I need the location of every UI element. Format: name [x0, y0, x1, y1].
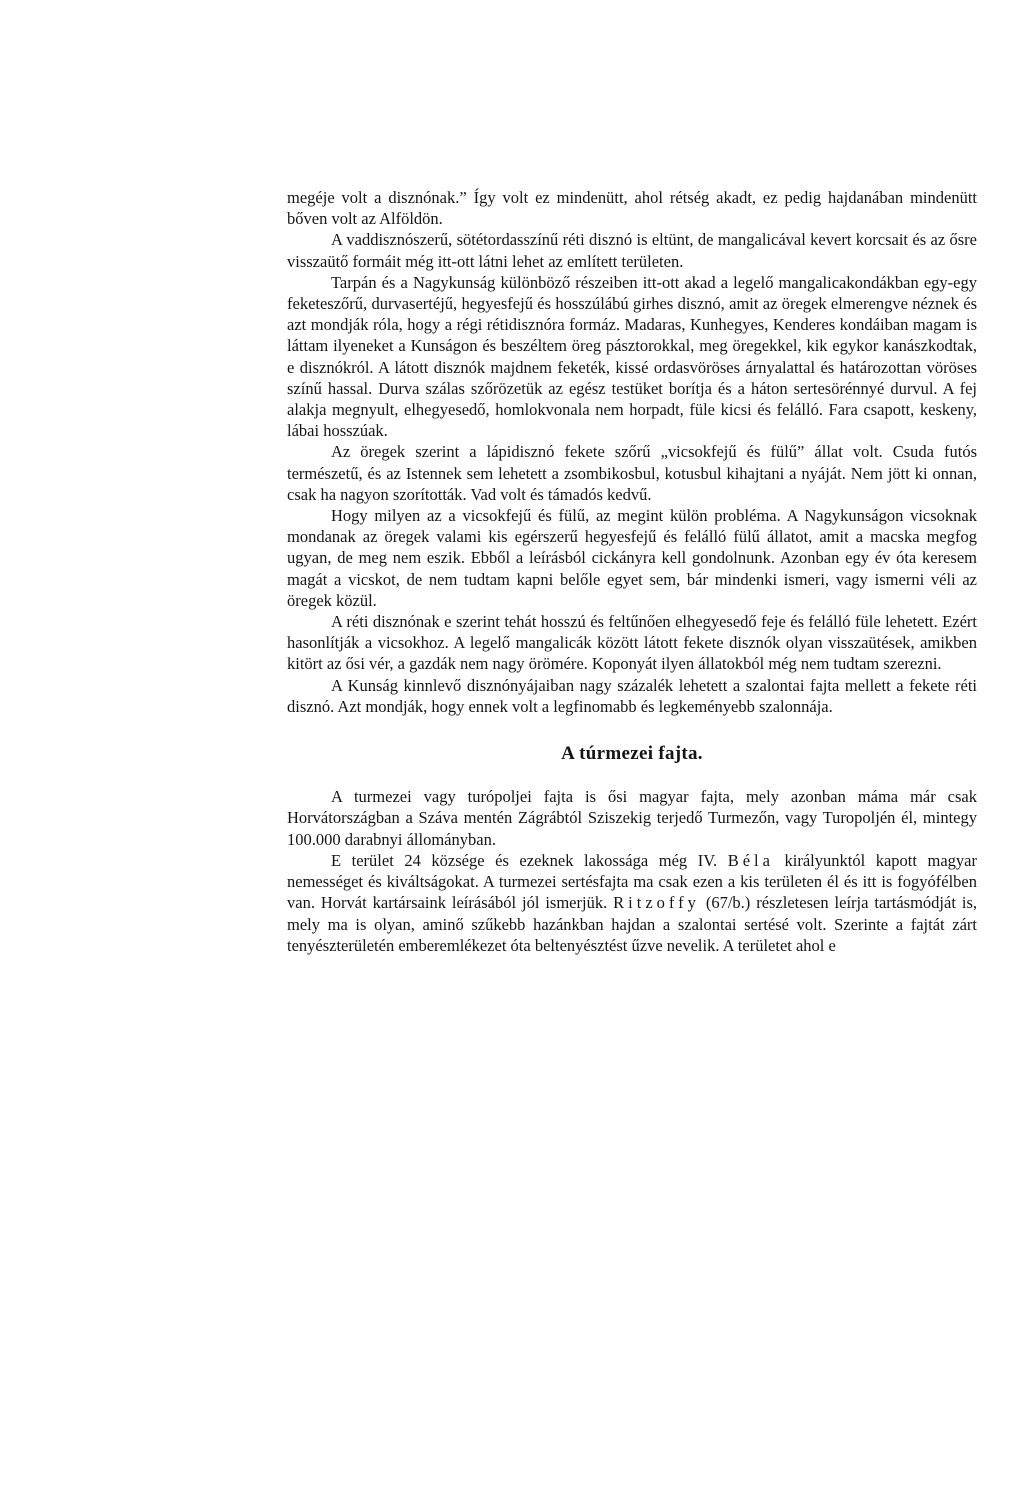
paragraph-8: A turmezei vagy turópoljei fajta is ősi magyar fajta, mely azonban máma már csak Horvátországban a Száva mentén Zágrábtól Sziszekig terjedő Turmezőn, vagy Turopoljén él, mintegy 100.000 darabnyi állományban. — [287, 787, 977, 849]
paragraph-9 — [287, 850, 977, 956]
paragraph-5: Hogy milyen az a vicsokfejű és fülű, az megint külön probléma. A Nagykunságon vicsoknak mondanak az öregek valami kis egérszerű hegyesfejű és felálló fülű állatot, amit a macska megfog ugyan, de meg nem eszik. Ebből a leírásból cickányra kell gondolnunk. Azonban egy év óta keresem magát a vicskot, de nem tudtam kapni belőle egyet sem, bár mindenki ismeri, vagy ismerni véli az öregek közül. — [287, 506, 977, 610]
paragraph-9-part-3: (67/b.) részletesen leírja tartásmódját is, mely ma is olyan, aminő szűkebb hazánkban hajdan a szalontai sertésé volt. Szerinte a fajtát zárt tenyészterületén emberemlékezet óta beltenyésztést űzve nevelik. A területet ahol e — [287, 893, 978, 955]
paragraph-4: Az öregek szerint a lápidisznó fekete szőrű „vicsokfejű és fülű” állat volt. Csuda futós természetű, és az Istennek sem lehetett a zsombikosbul, kotusbul kihajtani a nyáját. Nem jött ki onnan, csak ha nagyon szorították. Vad volt és támadós kedvű. — [287, 442, 977, 504]
paragraph-9-part-1: E terület 24 községe és ezeknek lakossága még IV. — [331, 850, 728, 870]
body-text — [287, 187, 977, 956]
paragraph-6: A réti disznónak e szerint tehát hosszú és feltűnően elhegyesedő feje és felálló füle lehetett. Ezért hasonlítják a vicsokhoz. A legelő mangalicák között látott fekete disznók olyan visszaütések, amikben kitört az ősi vér, a gazdák nem nagy örömére. Koponyát ilyen állatokból még nem tudtam szerezni. — [287, 612, 977, 674]
king-name-spaced: Béla — [727, 850, 774, 870]
paragraph-2: A vaddisznószerű, sötétordasszínű réti disznó is eltünt, de mangalicával kevert korcsait és az ősre visszaütő formáit még itt-ott látni lehet az említett területen. — [287, 230, 977, 271]
paragraph-7: A Kunság kinnlevő disznónyájaiban nagy százalék lehetett a szalontai fajta mellett a fekete réti disznó. Azt mondják, hogy ennek volt a legfinomabb és legkeményebb szalonnája. — [287, 675, 977, 716]
paragraph-9-part-2: királyunktól kapott magyar nemességet és kiváltságokat. A turmezei sertésfajta ma csak ezen a kis területen él és itt is fogyófélben van. Horvát kartársaink leírásából jól ismerjük. — [287, 850, 977, 913]
paragraph-3: Tarpán és a Nagykunság különböző részeiben itt-ott akad a legelő mangalicakondákban egy-egy feketeszőrű, durvasertéjű, hegyesfejű és hosszúlábú girhes disznó, amit az öregek elmerengve néznek és azt mondják róla, hogy a régi rétidisznóra formáz. Madaras, Kunhegyes, Kenderes kondáiban magam is láttam ilyeneket a Kunságon és beszéltem öreg pásztorokkal, meg öregekkel, kik egykor kanászkodtak, e disznókról. A látott disznók majdnem feketék, kissé ordasvöröses árnyalattal és határozottan vöröses színű hassal. Durva szálas szőrözetük az egész testüket borítja és a háton sertesörénnyé durvul. A fej alakja megnyult, elhegyesedő, homlokvonala nem horpadt, füle kicsi és felálló. Fara csapott, keskeny, lábai hosszúak. — [287, 272, 977, 441]
author-name-spaced: Ritzoffy — [613, 893, 700, 913]
paragraph-1: megéje volt a disznónak.” Így volt ez mindenütt, ahol rétség akadt, ez pedig hajdanában mindenütt bőven volt az Alföldön. — [287, 188, 977, 229]
section-heading: A túrmezei fajta. — [561, 743, 703, 765]
